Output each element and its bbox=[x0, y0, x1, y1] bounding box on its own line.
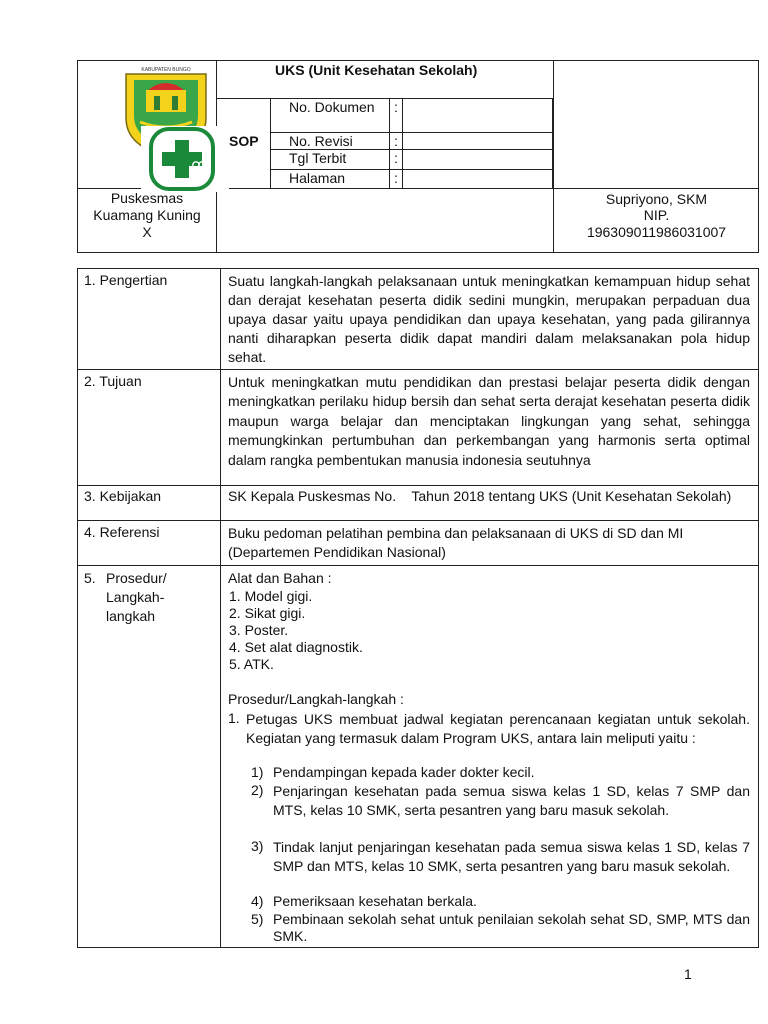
sop-label: SOP bbox=[229, 133, 259, 149]
list-item: 3. Poster. bbox=[229, 622, 289, 638]
meta-value bbox=[403, 133, 553, 150]
org-name-line1: Puskesmas bbox=[110, 190, 184, 206]
meta-row bbox=[271, 170, 553, 189]
list-item: 2. Sikat gigi. bbox=[229, 605, 306, 621]
meta-separator: : bbox=[390, 133, 403, 150]
section-label-prosedur-number: 5. bbox=[84, 570, 96, 586]
sub-step-number: 2) bbox=[251, 782, 264, 798]
sub-step-number: 1) bbox=[251, 764, 264, 780]
alat-list bbox=[229, 588, 363, 673]
sub-step-number: 4) bbox=[251, 893, 264, 909]
page-number: 1 bbox=[684, 966, 692, 982]
meta-label: Tgl Terbit bbox=[271, 150, 390, 170]
section-text-referensi: Buku pedoman pelatihan pembina dan pelaksanaan di UKS di SD dan MI (Departemen Pendidikan Nasional) bbox=[228, 525, 684, 560]
step1-text: Petugas UKS membuat jadwal kegiatan perencanaan kegiatan untuk sekolah. Kegiatan yang termasuk dalam Program UKS, antara lain meliputi yaitu : bbox=[246, 711, 750, 746]
sub-step-number: 3) bbox=[251, 838, 264, 854]
sub-step-text: Penjaringan kesehatan pada semua siswa kelas 1 SD, kelas 7 SMP dan MTS, kelas 10 SMK, serta pesantren yang baru masuk sekolah. bbox=[273, 783, 750, 818]
org-name-line3: X bbox=[142, 224, 152, 240]
section-label-prosedur-line1: Prosedur/ bbox=[106, 570, 167, 586]
sub-step-text: Tindak lanjut penjaringan kesehatan pada semua siswa kelas 1 SD, kelas 7 SMP dan MTS, kelas 10 SMK, serta pesantren yang baru masuk sekolah. bbox=[273, 839, 750, 874]
signer-nip-label: NIP. bbox=[643, 207, 670, 223]
list-item: 1. Model gigi. bbox=[229, 588, 313, 604]
step1-number: 1. bbox=[228, 710, 240, 726]
row-divider bbox=[77, 520, 759, 521]
list-item: 5. ATK. bbox=[229, 656, 274, 672]
section-label-prosedur-line3: langkah bbox=[106, 608, 156, 624]
row-divider bbox=[77, 565, 759, 566]
section-label-prosedur-line2: Langkah- bbox=[106, 589, 165, 605]
meta-value bbox=[403, 170, 553, 189]
puskesmas-logo bbox=[141, 126, 229, 192]
alat-heading: Alat dan Bahan : bbox=[228, 570, 332, 586]
meta-separator: : bbox=[390, 150, 403, 170]
meta-label: Halaman bbox=[271, 170, 390, 189]
sub-step-text: Pembinaan sekolah sehat untuk penilaian sekolah sehat SD, SMP, MTS dan SMK. bbox=[273, 911, 750, 944]
sub-step-number: 5) bbox=[251, 911, 264, 927]
meta-label: No. Revisi bbox=[271, 133, 390, 150]
langkah-heading: Prosedur/Langkah-langkah : bbox=[228, 691, 404, 707]
sub-step-text: Pemeriksaan kesehatan berkala. bbox=[273, 893, 477, 909]
logo-text: KABUPATEN BUNGO bbox=[141, 67, 191, 73]
meta-row bbox=[271, 99, 553, 133]
section-text-tujuan: Untuk meningkatkan mutu pendidikan dan prestasi belajar peserta didik dengan meningkatkan perilaku hidup bersih dan sehat serta derajat kesehatan peserta didik maupun warga belajar dan menciptakan lingkungan yang sehat, sehingga memungkinkan pertumbuhan dan perkembangan yang harmonis serta optimal dalam rangka pembentukan manusia indonesia seutuhnya bbox=[228, 374, 750, 468]
row-divider bbox=[77, 369, 759, 370]
meta-separator: : bbox=[390, 170, 403, 189]
document-title: UKS (Unit Kesehatan Sekolah) bbox=[275, 62, 478, 78]
meta-value bbox=[403, 99, 553, 133]
section-text-kebijakan: SK Kepala Puskesmas No. Tahun 2018 tentang UKS (Unit Kesehatan Sekolah) bbox=[228, 488, 732, 504]
section-label-kebijakan: 3. Kebijakan bbox=[84, 488, 162, 504]
row-divider bbox=[77, 485, 759, 486]
section-text-pengertian: Suatu langkah-langkah pelaksanaan untuk meningkatkan kemampuan hidup sehat dan derajat kesehatan peserta didik sedini mungkin, merupakan perpaduan dua upaya dasar yaitu upaya pendidikan dan upaya kesehatan, yang pada gilirannya nanti diharapkan peserta didik dapat mandiri dalam melaksanakan pola hidup sehat. bbox=[228, 273, 750, 365]
org-name-line2: Kuamang Kuning bbox=[93, 207, 201, 223]
content-column-divider bbox=[220, 268, 221, 948]
meta-row bbox=[271, 133, 553, 150]
section-label-tujuan: 2. Tujuan bbox=[84, 373, 142, 389]
list-item: 4. Set alat diagnostik. bbox=[229, 639, 363, 655]
signer-nip: 196309011986031007 bbox=[586, 224, 727, 240]
meta-value bbox=[403, 150, 553, 170]
signer-name: Supriyono, SKM bbox=[605, 191, 708, 207]
document-meta-table bbox=[270, 98, 553, 189]
meta-label: No. Dokumen bbox=[271, 99, 390, 133]
sub-step-text: Pendampingan kepada kader dokter kecil. bbox=[273, 764, 535, 780]
meta-row bbox=[271, 150, 553, 170]
meta-separator: : bbox=[390, 99, 403, 133]
section-label-referensi: 4. Referensi bbox=[84, 524, 160, 540]
section-label-pengertian: 1. Pengertian bbox=[84, 272, 168, 288]
